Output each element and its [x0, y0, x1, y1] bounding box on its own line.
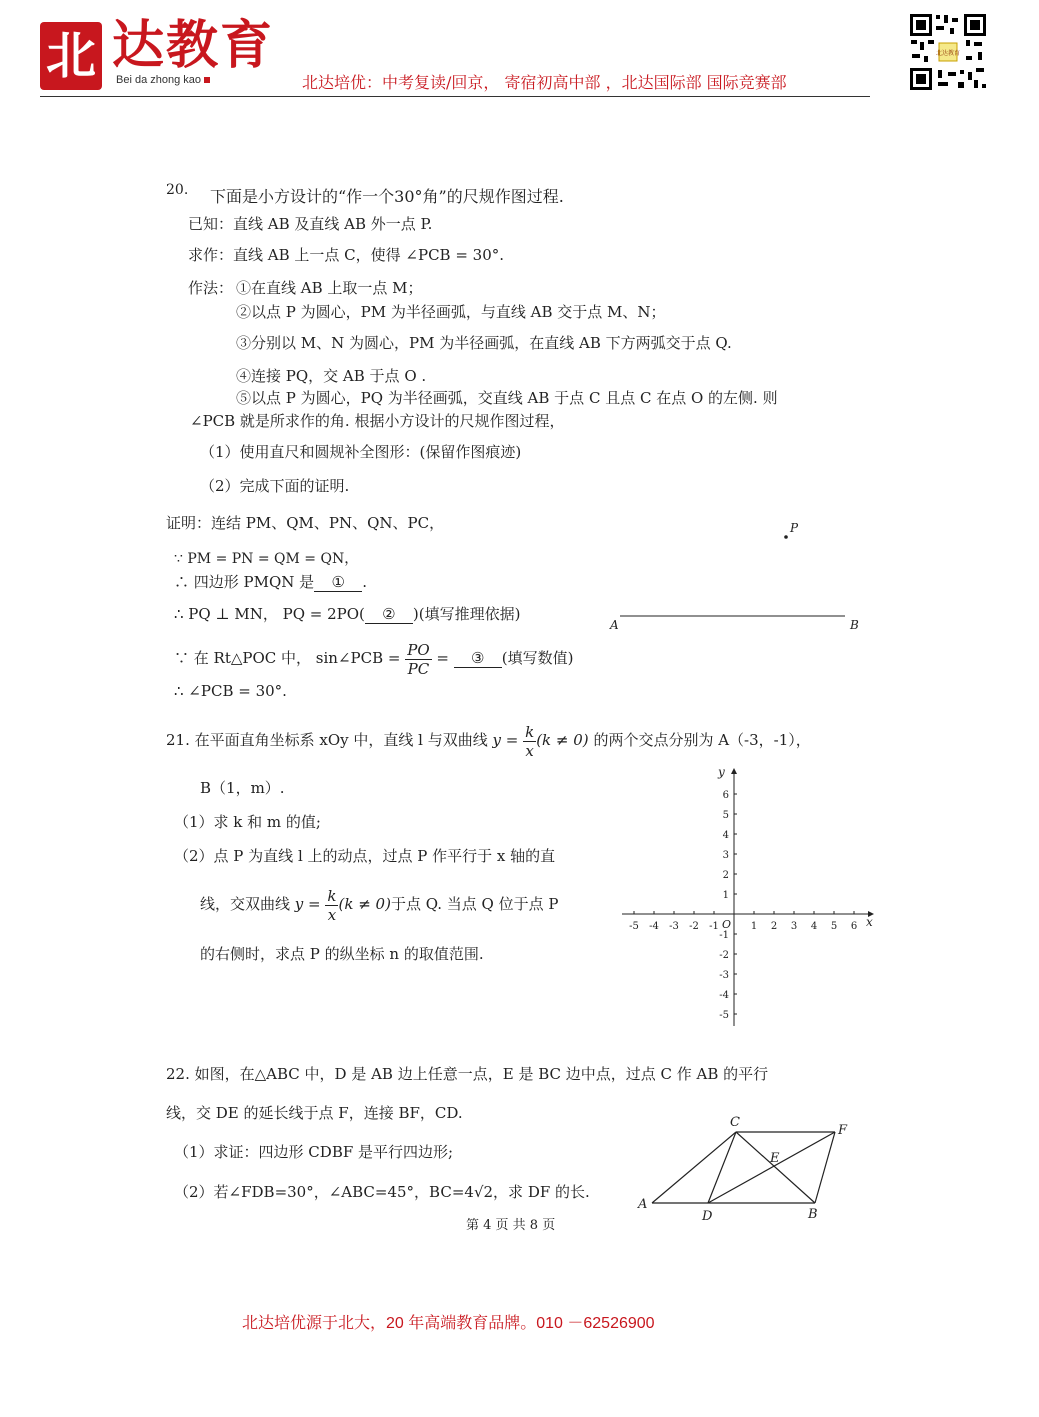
q21-line1: 21. 在平面直角坐标系 xOy 中，直线 l 与双曲线 y = $\frac{k}{x}$ (k ≠ 0) 的两个交点分别为 A（-3，-1），: [166, 722, 811, 760]
q20-proof-2: ∴ 四边形 PMQN 是 ① .: [174, 573, 367, 591]
q22-part1: （1）求证：四边形 CDBF 是平行四边形;: [174, 1143, 454, 1161]
q21-part2: （2）点 P 为直线 l 上的动点，过点 P 作平行于 x 轴的直: [174, 847, 556, 865]
x-tick-label: 2: [770, 921, 778, 932]
segment-cd: [708, 1132, 736, 1203]
q20-step2: ②以点 P 为圆心，PM 为半径画弧，与直线 AB 交于点 M、N；: [236, 303, 666, 321]
footer-contact: 北达培优源于北大，20 年高端教育品牌。010 －62526900: [242, 1315, 655, 1332]
q20-part1: （1）使用直尺和圆规补全图形：(保留作图痕迹): [200, 443, 522, 461]
q20-proof-intro: 证明：连结 PM、QM、PN、QN、PC，: [166, 514, 445, 532]
q20-proof-4: ∵ 在 Rt△POC 中， sin∠PCB = $\frac{PO}{PC}$ = ③ (填写数值): [174, 640, 574, 678]
qr-label: 北达教育: [935, 50, 961, 57]
label-b: B: [850, 618, 859, 632]
label-a: A: [610, 618, 619, 632]
q20-step5-cont: ∠PCB 就是所求作的角. 根据小方设计的尺规作图过程，: [190, 412, 565, 430]
x-tick-label: 3: [790, 921, 798, 932]
q20-proof-5: ∴ ∠PCB = 30°.: [174, 682, 287, 700]
header-slogan: 北达培优：中考复读/回京， 寄宿初高中部 ，北达国际部 国际竞赛部: [302, 73, 787, 92]
y-tick-label: -1: [719, 930, 729, 941]
y-tick-label: 6: [722, 790, 729, 801]
sine-fraction: $\frac{PO}{PC}$: [407, 640, 430, 678]
q21-line2: B（1，m）.: [200, 779, 285, 797]
x-tick-label: -4: [649, 921, 659, 932]
q22-part2: （2）若∠FDB=30°，∠ABC=45°，BC=4√2，求 DF 的长.: [174, 1183, 590, 1201]
q22-figure: [630, 1110, 860, 1225]
q20-step3: ③分别以 M、N 为圆心，PM 为半径画弧，在直线 AB 下方两弧交于点 Q.: [236, 334, 732, 352]
q20-step1: ①在直线 AB 上取一点 M；: [236, 279, 423, 297]
x-tick-label: -5: [629, 921, 639, 932]
hyperbola-fraction: $\frac{k}{x}$: [525, 722, 535, 760]
label-c: C: [730, 1115, 740, 1130]
y-axis-arrow-icon: [731, 768, 737, 774]
q21-part2-cont: 线，交双曲线 y = $\frac{k}{x}$ (k ≠ 0)于点 Q. 当点 Q 位于点 P: [200, 886, 559, 924]
label-p: P: [790, 521, 799, 535]
origin-label: O: [722, 918, 732, 931]
q20-number: 20.: [166, 182, 189, 198]
y-tick-label: -5: [719, 1010, 729, 1021]
blank-2: ②: [365, 605, 413, 624]
y-tick-label: -2: [719, 950, 729, 961]
q20-proof-1: ∵ PM = PN = QM = QN，: [174, 551, 359, 567]
q21-part1: （1）求 k 和 m 的值;: [174, 813, 321, 831]
segment-ac: [652, 1132, 736, 1203]
segment-bf: [815, 1132, 835, 1203]
q20-step5: ⑤以点 P 为圆心，PQ 为半径画弧，交直线 AB 于点 C 且点 C 在点 O 的左侧. 则: [236, 389, 778, 407]
logo-mark: [40, 22, 102, 90]
y-axis-label: y: [718, 765, 725, 779]
x-axis-label: x: [866, 915, 873, 929]
label-f: F: [838, 1123, 848, 1138]
q22-line1: 22. 如图，在△ABC 中，D 是 AB 边上任意一点，E 是 BC 边中点，过点 C 作 AB 的平行: [166, 1065, 769, 1083]
q21-part2-end: 的右侧时，求点 P 的纵坐标 n 的取值范围.: [200, 945, 484, 963]
coordinate-axes: [610, 762, 880, 1032]
y-tick-label: 1: [722, 890, 729, 901]
q20-find: 求作：直线 AB 上一点 C，使得 ∠PCB = 30°.: [188, 246, 505, 264]
q20-known: 已知：直线 AB 及直线 AB 外一点 P.: [188, 215, 433, 233]
y-tick-label: 5: [722, 810, 729, 821]
segment-df: [708, 1132, 835, 1203]
x-tick-label: 6: [850, 921, 858, 932]
x-tick-label: -2: [689, 921, 699, 932]
y-tick-label: -4: [719, 990, 729, 1001]
label-a: A: [638, 1197, 648, 1212]
x-tick-label: -1: [709, 921, 719, 932]
q20-step4: ④连接 PQ，交 AB 于点 O .: [236, 367, 427, 385]
y-tick-label: 2: [722, 870, 729, 881]
q22-line2: 线，交 DE 的延长线于点 F，连接 BF，CD.: [166, 1104, 463, 1122]
q20-proof-3: ∴ PQ ⊥ MN， PQ = 2PO( ② )(填写推理依据): [174, 605, 521, 623]
x-tick-label: -3: [669, 921, 679, 932]
qr-code-icon: [908, 12, 988, 92]
page-number: 第 4 页 共 8 页: [466, 1218, 556, 1233]
q20-intro: 下面是小方设计的“作一个30°角”的尺规作图过程.: [210, 187, 564, 206]
y-tick-label: 4: [722, 830, 729, 841]
q20-part2: （2）完成下面的证明.: [200, 477, 350, 495]
logo-name: 达教育: [112, 15, 275, 76]
x-tick-label: 4: [810, 921, 818, 932]
q20-figure: [600, 515, 880, 640]
y-tick-label: -3: [719, 970, 729, 981]
y-tick-label: 3: [722, 850, 729, 861]
logo-char: 北: [46, 26, 96, 85]
blank-1: ①: [314, 573, 362, 592]
label-b: B: [808, 1207, 818, 1222]
logo-subtitle: Bei da zhong kao: [116, 74, 210, 86]
x-tick-label: 1: [750, 921, 758, 932]
point-p: [784, 535, 788, 539]
blank-3: ③: [454, 649, 502, 668]
x-tick-label: 5: [830, 921, 838, 932]
label-d: D: [702, 1209, 713, 1224]
q20-method-label: 作法：: [188, 279, 234, 297]
segment-cb: [736, 1132, 815, 1203]
header-divider: [40, 96, 870, 97]
label-e: E: [770, 1151, 780, 1166]
